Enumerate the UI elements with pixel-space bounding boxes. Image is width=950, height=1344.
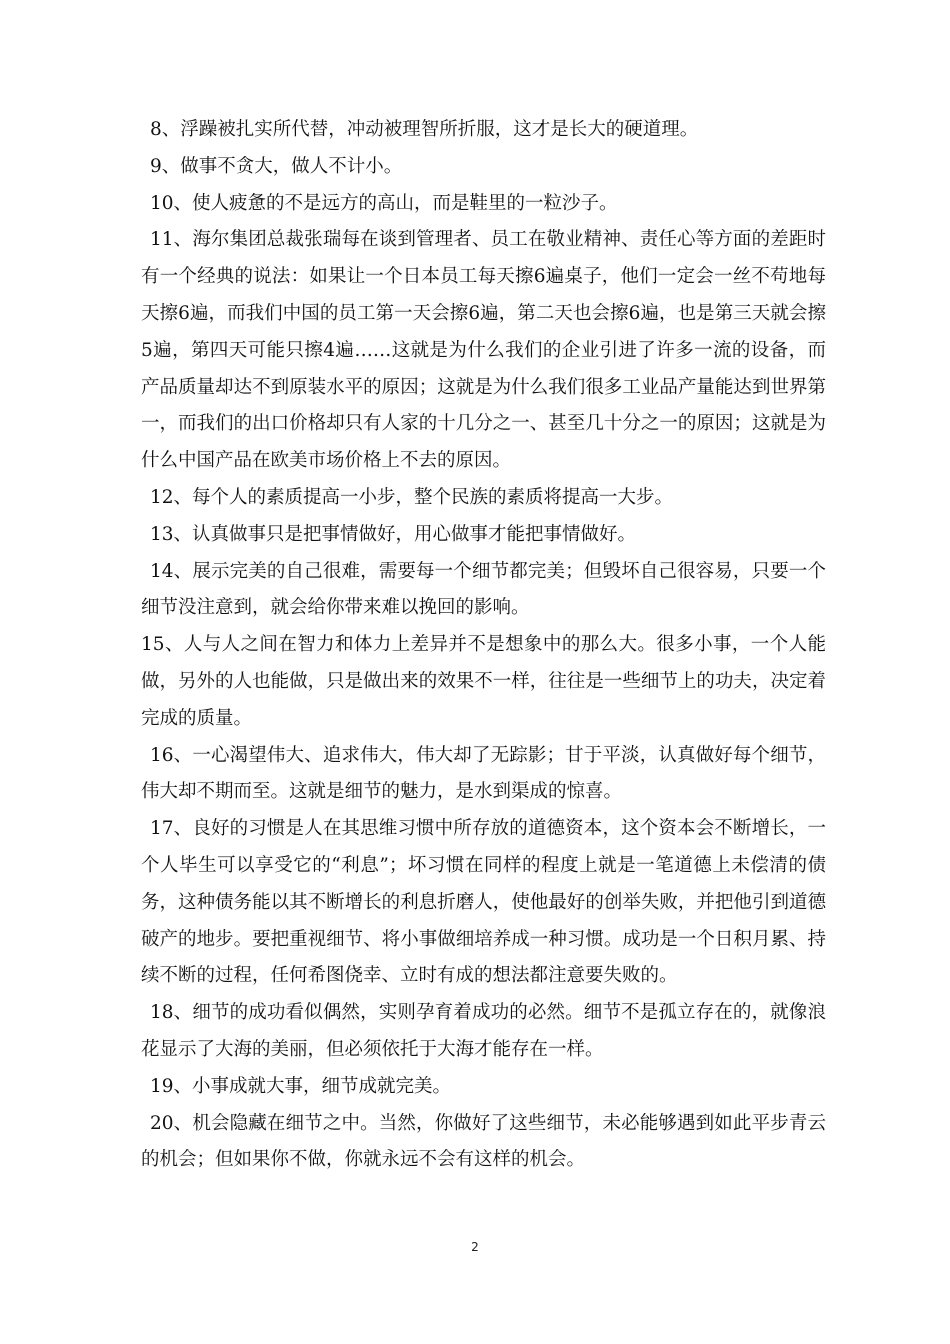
paragraph-15: 15、人与人之间在智力和体力上差异并不是想象中的那么大。很多小事，一个人能做，另外的人也能做，只是做出来的效果不一样，往往是一些细节上的功夫，决定着完成的质量。 bbox=[141, 634, 826, 729]
paragraph-14: 14、展示完美的自己很难，需要每一个细节都完美；但毁坏自己很容易，只要一个细节没注意到，就会给你带来难以挽回的影响。 bbox=[141, 560, 826, 619]
paragraph-16: 16、一心渴望伟大、追求伟大，伟大却了无踪影；甘于平淡，认真做好每个细节，伟大却不期而至。这就是细节的魅力，是水到渠成的惊喜。 bbox=[141, 744, 826, 803]
paragraph-17: 17、良好的习惯是人在其思维习惯中所存放的道德资本，这个资本会不断增长，一个人毕生可以享受它的“利息”；坏习惯在同样的程度上就是一笔道德上未偿清的债务，这种债务能以其不断增长的利息折磨人，使他最好的创举失败，并把他引到道德破产的地步。要把重视细节、将小事做细培养成一种习惯。成功是一个日积月累、持续不断的过程，任何希图侥幸、立时有成的想法都注意要失败的。 bbox=[141, 818, 826, 987]
paragraph-8: 8、浮躁被扎实所代替，冲动被理智所折服，这才是长大的硬道理。 bbox=[150, 119, 699, 140]
paragraph-12: 12、每个人的素质提高一小步，整个民族的素质将提高一大步。 bbox=[150, 486, 674, 508]
paragraph-9: 9、做事不贪大，做人不计小。 bbox=[150, 155, 403, 177]
paragraph-19: 19、小事成就大事，细节成就完美。 bbox=[150, 1075, 452, 1097]
paragraph-11: 11、海尔集团总裁张瑞每在谈到管理者、员工在敬业精神、责任心等方面的差距时有一个经典的说法：如果让一个日本员工每天擦6遍桌子，他们一定会一丝不苟地每天擦6遍，而我们中国的员工第一天会擦6遍，第二天也会擦6遍，也是第三天就会擦5遍，第四天可能只擦4遍……这就是为什么我们的企业引进了许多一流的设备，而产品质量却达不到原装水平的原因；这就是为什么我们很多工业品产量能达到世界第一，而我们的出口价格却只有人家的十几分之一、甚至几十分之一的原因；这就是为什么中国产品在欧美市场价格上不去的原因。 bbox=[141, 229, 826, 472]
paragraph-20: 20、机会隐藏在细节之中。当然，你做好了这些细节，未必能够遇到如此平步青云的机会；但如果你不做，你就永远不会有这样的机会。 bbox=[141, 1112, 826, 1171]
document-body bbox=[141, 112, 826, 1179]
page-number: 2 bbox=[471, 1240, 479, 1254]
paragraph-13: 13、认真做事只是把事情做好，用心做事才能把事情做好。 bbox=[150, 523, 637, 545]
paragraph-10: 10、使人疲惫的不是远方的高山，而是鞋里的一粒沙子。 bbox=[150, 192, 618, 214]
paragraph-18: 18、细节的成功看似偶然，实则孕育着成功的必然。细节不是孤立存在的，就像浪花显示了大海的美丽，但必须依托于大海才能存在一样。 bbox=[141, 1002, 826, 1060]
